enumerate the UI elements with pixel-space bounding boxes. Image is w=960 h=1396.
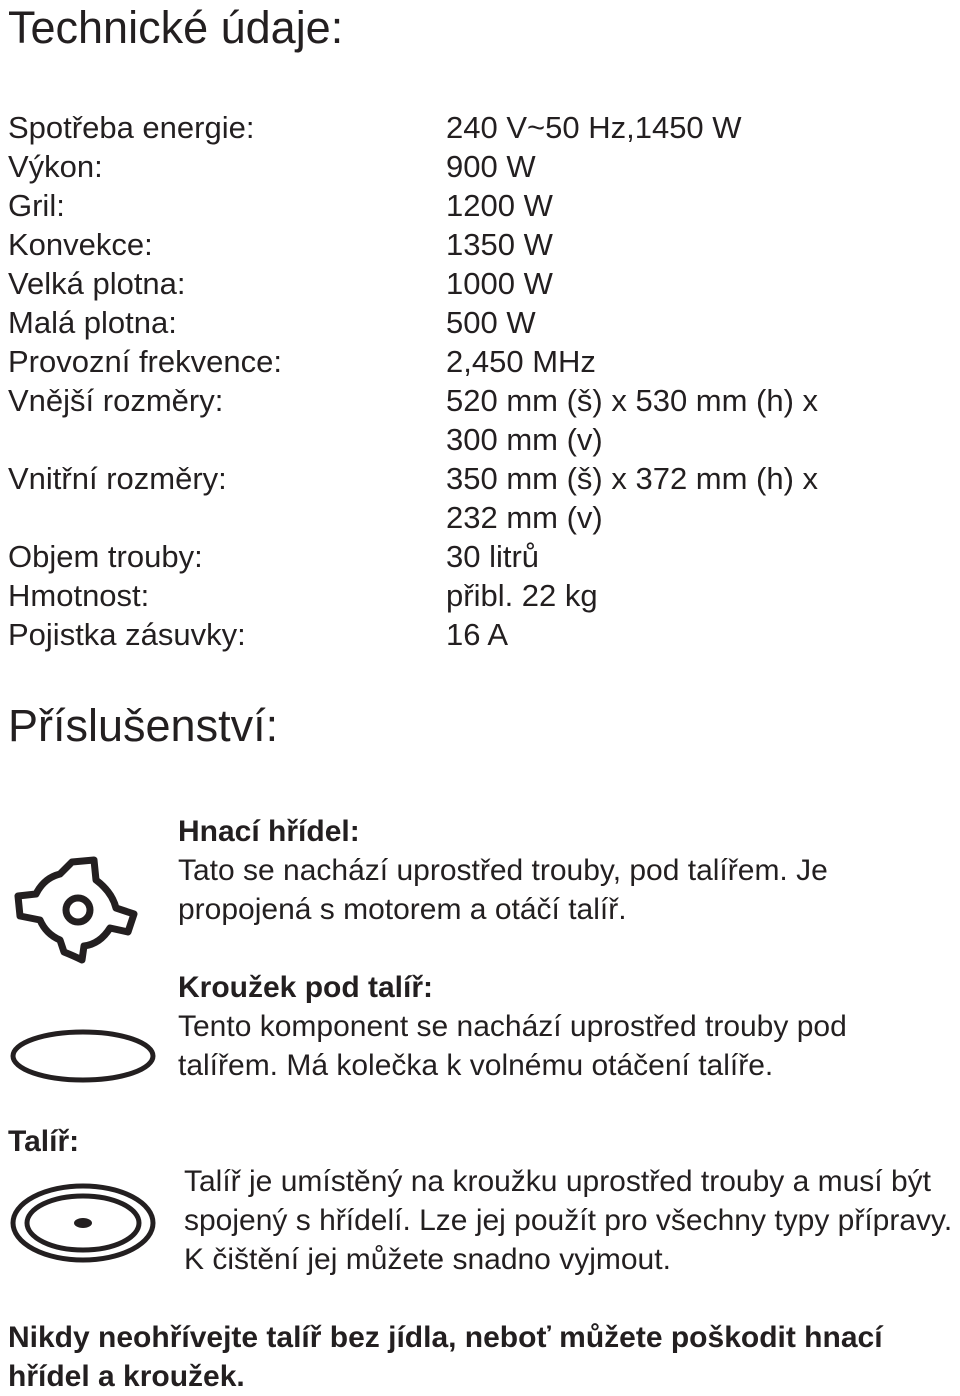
spec-value <box>446 381 948 459</box>
ring-text: Tento komponent se nachází uprostřed trouby pod talířem. Má kolečka k volnému otáčení talíře. <box>178 1010 847 1082</box>
spec-value-line: 30 litrů <box>446 539 540 574</box>
spec-value <box>446 537 948 576</box>
spec-value <box>446 225 948 264</box>
spec-row-weight <box>8 576 948 615</box>
spec-value <box>446 108 948 147</box>
spec-label: Velká plotna: <box>8 266 186 301</box>
spec-label: Hmotnost: <box>8 578 150 613</box>
shaft-text: Tato se nachází uprostřed trouby, pod talířem. Je propojená s motorem a otáčí talíř. <box>178 854 828 926</box>
spec-value <box>446 186 948 225</box>
spec-value <box>446 303 948 342</box>
spec-value <box>446 576 948 615</box>
glass-tray-icon <box>8 1180 158 1270</box>
page-title: Technické údaje: <box>8 2 344 53</box>
spec-row-oven-volume <box>8 537 948 576</box>
plate-description <box>184 1162 954 1279</box>
spec-value <box>446 342 948 381</box>
spec-value-line: 232 mm (v) <box>446 500 603 535</box>
spec-row-fuse <box>8 615 948 654</box>
spec-label: Vnitřní rozměry: <box>8 461 227 496</box>
spec-row-inner-dimensions <box>8 459 948 537</box>
shaft-description <box>178 812 938 929</box>
spec-value-line: 1350 W <box>446 227 553 262</box>
spec-value <box>446 459 948 537</box>
accessories-title: Příslušenství: <box>8 700 279 751</box>
spec-label: Gril: <box>8 188 65 223</box>
spec-value <box>446 264 948 303</box>
ring-description <box>178 968 938 1085</box>
spec-row-small-hob <box>8 303 948 342</box>
spec-table <box>8 108 948 654</box>
spec-value <box>446 615 948 654</box>
spec-label: Pojistka zásuvky: <box>8 617 246 652</box>
shaft-heading: Hnací hřídel: <box>178 815 360 848</box>
spec-label: Konvekce: <box>8 227 153 262</box>
spec-value-line: 520 mm (š) x 530 mm (h) x <box>446 383 819 418</box>
spec-value-line: 300 mm (v) <box>446 422 603 457</box>
roller-ring-icon <box>8 1026 158 1086</box>
spec-row-outer-dimensions <box>8 381 948 459</box>
spec-value-line: 16 A <box>446 617 509 652</box>
spec-row-frequency <box>8 342 948 381</box>
spec-value <box>446 147 948 186</box>
drive-shaft-icon <box>12 856 142 966</box>
ring-heading: Kroužek pod talíř: <box>178 971 434 1004</box>
plate-text: Talíř je umístěný na kroužku uprostřed trouby a musí být spojený s hřídelí. Lze jej použít pro všechny typy přípravy. K čištění jej můžete snadno vyjmout. <box>184 1165 953 1276</box>
spec-value-line: přibl. 22 kg <box>446 578 598 613</box>
spec-label: Provozní frekvence: <box>8 344 282 379</box>
spec-row-power-consumption <box>8 108 948 147</box>
spec-label: Spotřeba energie: <box>8 110 255 145</box>
spec-label: Vnější rozměry: <box>8 383 224 418</box>
spec-value-line: 1200 W <box>446 188 553 223</box>
spec-value-line: 1000 W <box>446 266 553 301</box>
plate-heading: Talíř: <box>8 1125 80 1158</box>
spec-row-convection <box>8 225 948 264</box>
spec-value-line: 350 mm (š) x 372 mm (h) x <box>446 461 819 496</box>
spec-value-line: 500 W <box>446 305 536 340</box>
spec-label: Objem trouby: <box>8 539 203 574</box>
spec-row-output <box>8 147 948 186</box>
spec-label: Výkon: <box>8 149 103 184</box>
spec-value-line: 2,450 MHz <box>446 344 596 379</box>
spec-value-line: 240 V~50 Hz,1450 W <box>446 110 742 145</box>
spec-row-large-hob <box>8 264 948 303</box>
spec-value-line: 900 W <box>446 149 536 184</box>
spec-label: Malá plotna: <box>8 305 177 340</box>
spec-row-grill <box>8 186 948 225</box>
warning-note: Nikdy neohřívejte talíř bez jídla, neboť můžete poškodit hnací hřídel a kroužek. <box>8 1321 883 1393</box>
